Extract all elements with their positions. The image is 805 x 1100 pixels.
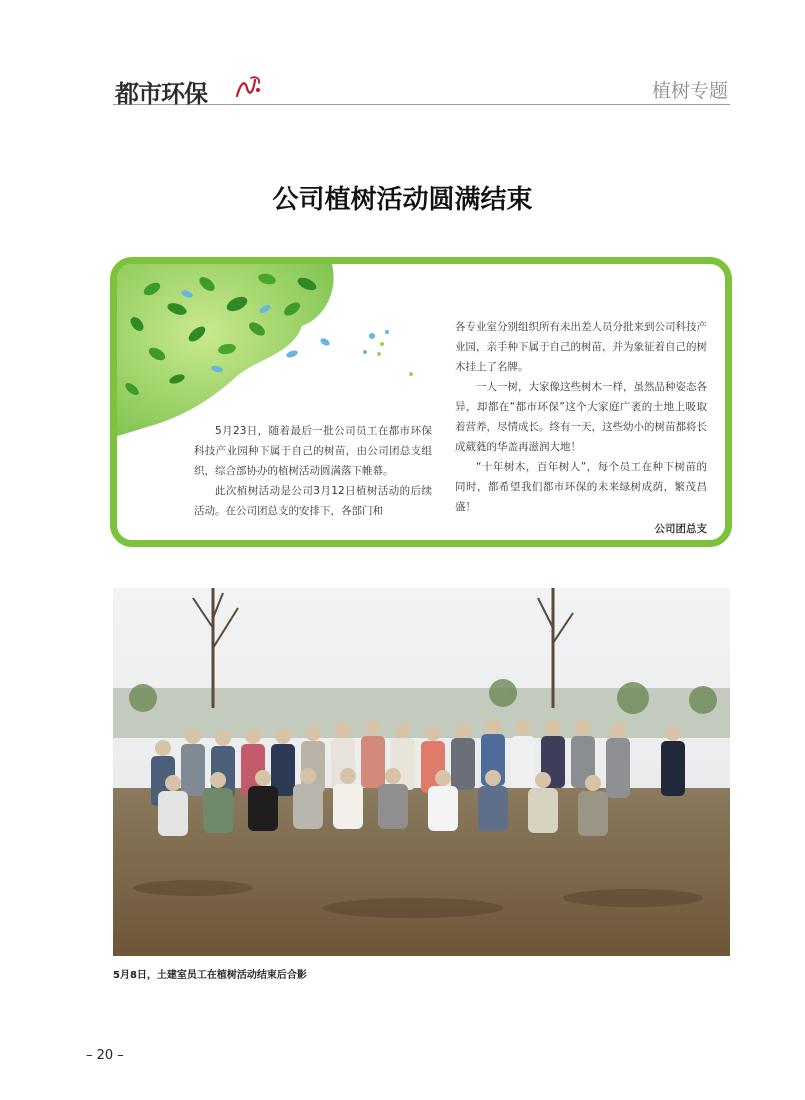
article-title: 公司植树活动圆满结束 <box>272 185 533 215</box>
article-signature: 公司团总支 <box>654 523 707 535</box>
tree-leaves-illustration <box>117 264 427 444</box>
paragraph: “十年树木，百年树人”，每个员工在种下树苗的同时，都希望我们都市环保的未来绿树成荫，繁茂昌盛！ <box>455 461 707 513</box>
paragraph: 一人一树，大家像这些树木一样，虽然品种姿态各异，却都在“都市环保”这个大家庭广袤的土地上吸取着营养，尽情成长。终有一天，这些幼小的树苗都将长成葳蕤的华盖再滋润大地！ <box>455 381 707 453</box>
paragraph: 5月23日，随着最后一批公司员工在都市环保科技产业园种下属于自己的树苗，由公司团总支组织，综合部协办的植树活动圆满落下帷幕。 <box>194 425 432 477</box>
photo-caption: 5月8日，土建室员工在植树活动结束后合影 <box>113 970 307 981</box>
page-header <box>113 70 730 108</box>
logo-flourish-icon <box>233 74 263 102</box>
group-photo <box>113 588 730 956</box>
paragraph: 此次植树活动是公司3月12日植树活动的后续活动。在公司团总支的安排下，各部门和 <box>194 485 432 517</box>
article-column-right <box>455 317 707 539</box>
paragraph: 各专业室分别组织所有未出差人员分批来到公司科技产业园，亲手种下属于自己的树苗，并为象征着自己的树木挂上了名牌。 <box>455 321 707 373</box>
publication-logo: 都市环保 <box>115 79 207 108</box>
section-label: 植树专题 <box>651 80 728 102</box>
group-photo-image <box>113 588 730 956</box>
article-column-left <box>194 421 432 521</box>
page-number: – 20 – <box>86 1048 124 1063</box>
article-panel <box>110 257 732 547</box>
